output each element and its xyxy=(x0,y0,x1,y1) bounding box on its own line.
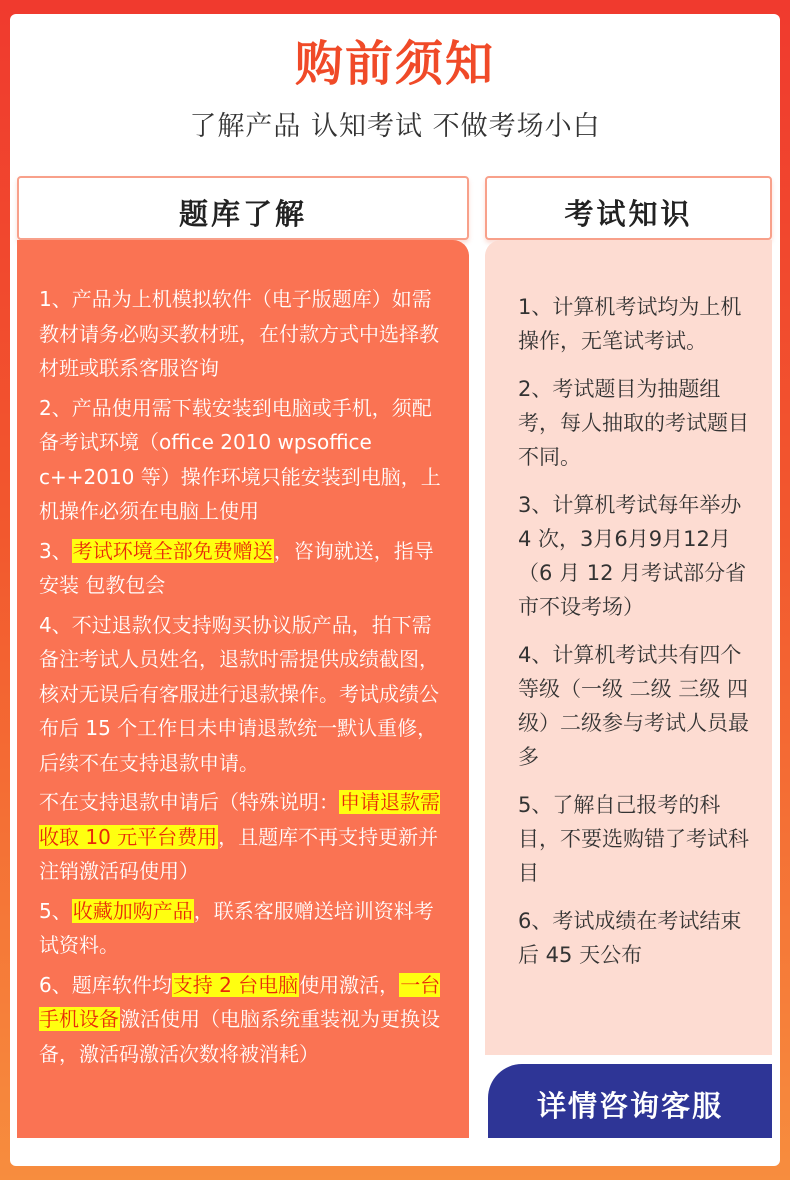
page-title: 购前须知 xyxy=(294,36,495,92)
notice-item-4-note-highlight: 申请退款需收取 10 元平台费用 xyxy=(39,790,440,849)
tab-exam-knowledge xyxy=(485,176,772,240)
notice-item-3-text: ，咨询就送，指导安装 包教包会 xyxy=(39,538,434,597)
notice-item-5-text: ，联系客服赠送培训资料考试资料。 xyxy=(39,898,434,957)
tab-exam-knowledge-label: 考试知识 xyxy=(564,197,693,231)
knowledge-item-3: 3、计算机考试每年举办 4 次，3月6月9月12月（6 月 12 月考试部分省市不设考场） xyxy=(518,493,747,619)
tab-question-bank xyxy=(17,176,469,240)
exam-knowledge-list xyxy=(518,290,758,986)
notice-item-3-highlight: 考试环境全部免费赠送 xyxy=(72,538,273,563)
notice-item-3-prefix: 3、 xyxy=(39,538,72,563)
notice-item-6-prefix: 6、题库软件均 xyxy=(39,972,172,997)
contact-service-button[interactable] xyxy=(488,1064,772,1138)
notice-item-4-note-text: ，且题库不再支持更新并注销激活码使用） xyxy=(39,824,439,883)
notice-item-6 xyxy=(39,968,451,1072)
notice-item-3 xyxy=(39,534,451,603)
notice-item-6-text: 激活使用（电脑系统重装视为更换设备，激活码激活次数将被消耗） xyxy=(39,1007,440,1066)
notice-item-4-note-prefix: 不在支持退款申请后（特殊说明： xyxy=(39,790,339,814)
notice-item-6-highlight-2: 一台手机设备 xyxy=(39,972,441,1031)
notice-item-5-prefix: 5、 xyxy=(39,898,72,923)
knowledge-item-6: 6、考试成绩在考试结束后 45 天公布 xyxy=(518,909,742,967)
knowledge-item-2: 2、考试题目为抽题组考，每人抽取的考试题目不同。 xyxy=(518,377,749,469)
question-bank-panel xyxy=(17,240,469,1138)
knowledge-item-4: 4、计算机考试共有四个等级（一级 二级 三级 四级）二级参与考试人员最多 xyxy=(518,643,749,769)
notice-item-6-highlight-1: 支持 2 台电脑 xyxy=(172,972,299,997)
notice-item-5 xyxy=(39,894,451,963)
knowledge-item-5: 5、了解自己报考的科目，不要选购错了考试科目 xyxy=(518,793,749,885)
notice-item-5-highlight: 收藏加购产品 xyxy=(72,898,193,923)
notice-item-4-note xyxy=(39,785,451,889)
knowledge-item-1: 1、计算机考试均为上机操作，无笔试考试。 xyxy=(518,295,742,353)
tab-question-bank-label: 题库了解 xyxy=(178,197,307,231)
question-bank-list xyxy=(39,282,451,1076)
exam-knowledge-panel xyxy=(485,240,772,1055)
contact-service-label: 详情咨询客服 xyxy=(536,1089,723,1123)
notice-item-6-middle: 使用激活， xyxy=(299,972,400,997)
notice-item-1: 1、产品为上机模拟软件（电子版题库）如需教材请务必购买教材班，在付款方式中选择教材班或联系客服咨询 xyxy=(39,287,439,380)
notice-item-2: 2、产品使用需下载安装到电脑或手机，须配备考试环境（office 2010 wpsoffice c++2010 等）操作环境只能安装到电脑，上机操作必须在电脑上使用 xyxy=(39,395,441,523)
page-subtitle: 了解产品 认知考试 不做考场小白 xyxy=(189,111,601,142)
notice-item-4: 4、不过退款仅支持购买协议版产品，拍下需备注考试人员姓名，退款时需提供成绩截图，核对无误后有客服进行退款操作。考试成绩公布后 15 个工作日未申请退款统一默认重修，后续不在支持退款申请。 xyxy=(39,612,439,775)
